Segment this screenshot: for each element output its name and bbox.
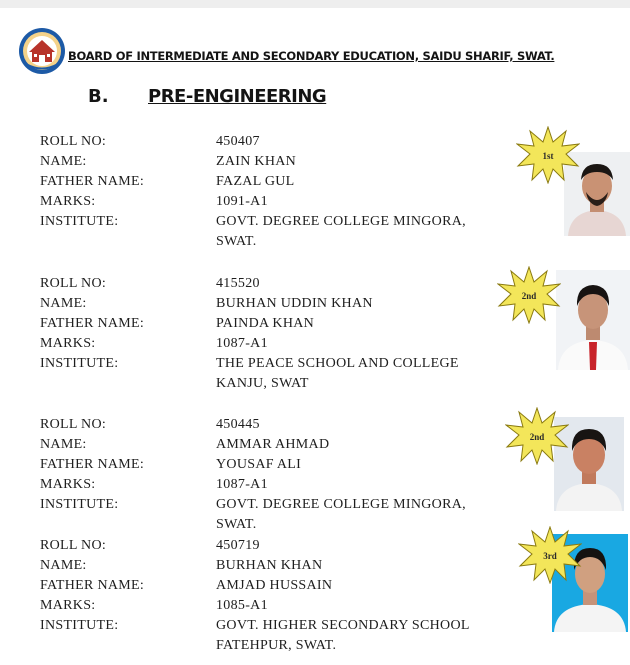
institute-value-line2: SWAT. [216,234,257,249]
marks-value: 1087-A1 [216,477,268,492]
roll-no-value: 450719 [216,538,260,553]
marks-label: MARKS: [40,194,96,209]
name-value: ZAIN KHAN [216,154,297,169]
name-value: BURHAN KHAN [216,558,323,573]
position-star-icon [516,126,580,184]
name-label: NAME: [40,154,87,169]
position-label: 1st [542,151,554,161]
father-name-value: YOUSAF ALI [216,457,302,472]
roll-no-label: ROLL NO: [40,538,107,553]
candidate-entry [0,276,630,396]
father-name-label: FATHER NAME: [40,174,145,189]
father-name-label: FATHER NAME: [40,457,145,472]
marks-label: MARKS: [40,336,96,351]
board-logo-icon [17,26,67,76]
father-name-value: PAINDA KHAN [216,316,315,331]
section-title: PRE-ENGINEERING [148,86,327,107]
institute-label: INSTITUTE: [40,618,119,633]
marks-value: 1085-A1 [216,598,268,613]
institute-label: INSTITUTE: [40,214,119,229]
position-star-icon [505,407,569,465]
father-name-label: FATHER NAME: [40,578,145,593]
roll-no-label: ROLL NO: [40,276,107,291]
institute-value-line2: FATEHPUR, SWAT. [216,638,337,653]
name-value: AMMAR AHMAD [216,437,330,452]
position-star-icon [497,266,561,324]
roll-no-value: 415520 [216,276,260,291]
name-value: BURHAN UDDIN KHAN [216,296,373,311]
institute-value-line1: GOVT. DEGREE COLLEGE MINGORA, [216,214,466,229]
institute-value-line1: GOVT. HIGHER SECONDARY SCHOOL [216,618,470,633]
name-label: NAME: [40,296,87,311]
name-label: NAME: [40,437,87,452]
institute-value-line2: KANJU, SWAT [216,376,309,391]
roll-no-label: ROLL NO: [40,417,107,432]
father-name-value: AMJAD HUSSAIN [216,578,333,593]
institute-value-line1: THE PEACE SCHOOL AND COLLEGE [216,356,459,371]
roll-no-value: 450407 [216,134,260,149]
candidate-entry [0,538,630,658]
name-label: NAME: [40,558,87,573]
father-name-label: FATHER NAME: [40,316,145,331]
marks-label: MARKS: [40,598,96,613]
position-label: 2nd [521,291,537,301]
institute-label: INSTITUTE: [40,356,119,371]
position-label: 2nd [529,432,545,442]
document-header [17,26,617,76]
candidate-entry [0,417,630,537]
institute-value-line2: SWAT. [216,517,257,532]
position-label: 3rd [543,551,557,561]
top-bar [0,0,630,8]
marks-label: MARKS: [40,477,96,492]
section-letter: B. [88,86,109,107]
marks-value: 1091-A1 [216,194,268,209]
student-photo [556,270,630,370]
board-title: BOARD OF INTERMEDIATE AND SECONDARY EDUCATION, SAIDU SHARIF, SWAT. [68,49,555,63]
roll-no-value: 450445 [216,417,260,432]
position-star-icon [518,526,582,584]
candidate-entry [0,134,630,254]
marks-value: 1087-A1 [216,336,268,351]
institute-label: INSTITUTE: [40,497,119,512]
roll-no-label: ROLL NO: [40,134,107,149]
father-name-value: FAZAL GUL [216,174,295,189]
institute-value-line1: GOVT. DEGREE COLLEGE MINGORA, [216,497,466,512]
